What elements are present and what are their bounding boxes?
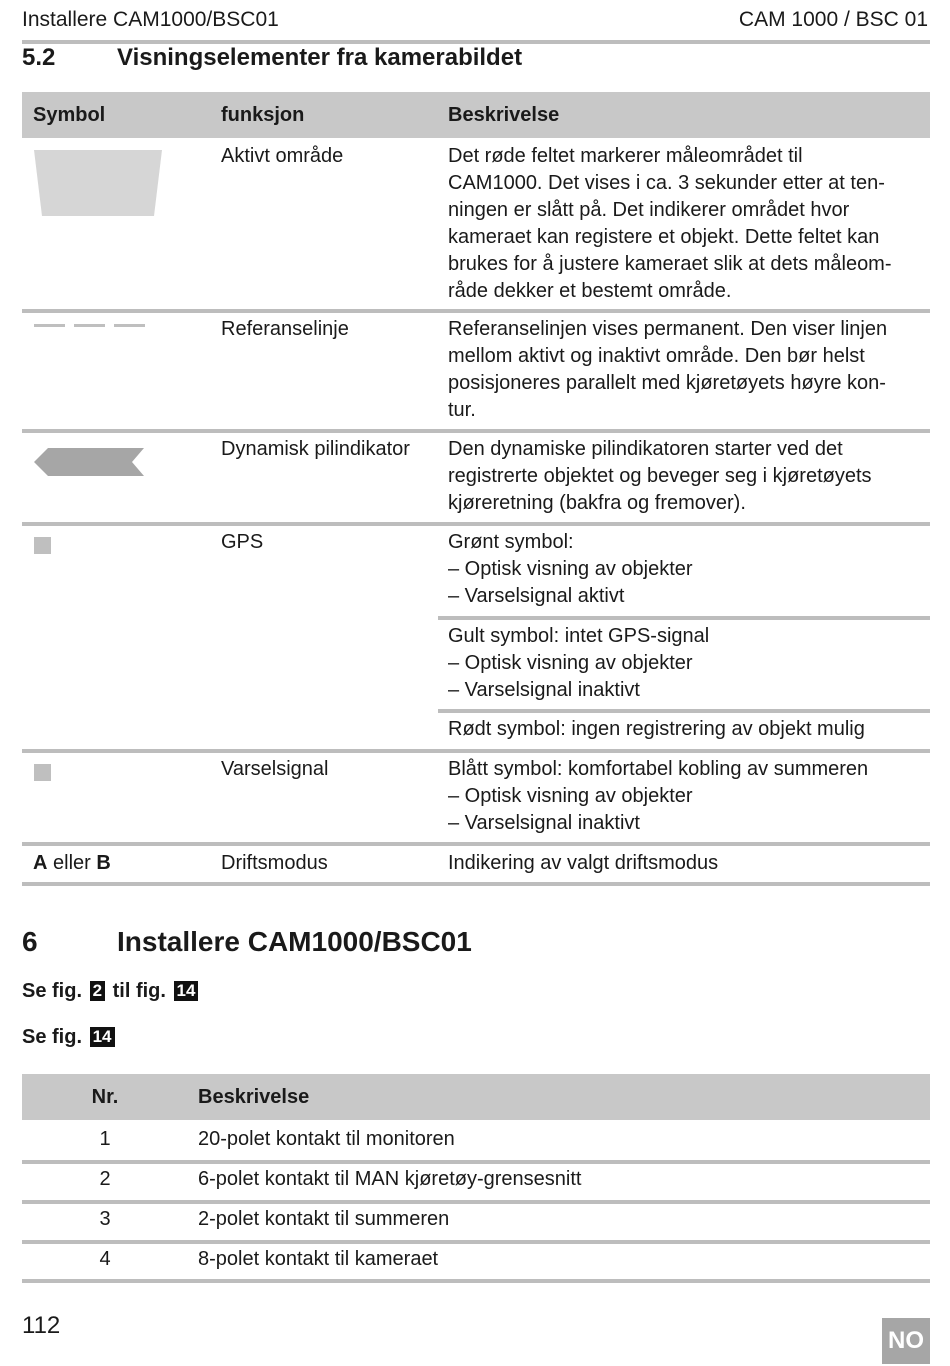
figure-reference xyxy=(22,980,200,1003)
table-bottom-rule xyxy=(22,882,930,886)
dynamic-arrow-icon xyxy=(34,448,144,476)
table-cell-nr: 1 xyxy=(99,1128,111,1150)
description-line: Gult symbol: intet GPS-signal xyxy=(448,625,710,647)
description-line: mellom aktivt og inaktivt område. Den bør helst xyxy=(448,345,865,367)
section-number: 5.2 xyxy=(22,44,56,71)
description-line: CAM1000. Det vises i ca. 3 sekunder etter at ten- xyxy=(448,172,885,194)
sub-row-divider xyxy=(438,709,930,713)
column-header-symbol: Symbol xyxy=(33,104,106,126)
table-cell-nr: 2 xyxy=(99,1168,111,1190)
column-header-function: funksjon xyxy=(221,104,305,126)
column-header-nr: Nr. xyxy=(91,1086,119,1108)
section-title: Installere CAM1000/BSC01 xyxy=(117,926,472,957)
page-number: 112 xyxy=(22,1312,61,1339)
figure-number-badge: 14 xyxy=(90,1027,115,1047)
description-line: – Optisk visning av objekter xyxy=(448,652,693,674)
row-divider xyxy=(22,1160,930,1164)
table-cell-description: 6-polet kontakt til MAN kjøretøy-grensesnitt xyxy=(198,1168,582,1190)
row-description xyxy=(448,850,923,877)
table-cell-description: 8-polet kontakt til kameraet xyxy=(198,1248,439,1270)
gps-symbol-icon xyxy=(34,537,51,554)
table-cell-nr: 3 xyxy=(99,1208,111,1230)
description-line: Rødt symbol: ingen registrering av objekt mulig xyxy=(448,718,865,740)
description-line: brukes for å justere kameraet slik at dets måleom- xyxy=(448,253,892,275)
row-divider xyxy=(22,1240,930,1244)
description-line: kjøreretning (bakfra og fremover). xyxy=(448,492,746,514)
column-header-description: Beskrivelse xyxy=(448,104,560,126)
description-line: kameraet kan registere et objekt. Dette feltet kan xyxy=(448,226,880,248)
fig-ref-prefix: Se fig. xyxy=(22,980,83,1002)
row-divider xyxy=(22,309,930,313)
description-line: – Varselsignal inaktivt xyxy=(448,679,640,701)
figure-number-badge: 14 xyxy=(174,981,199,1001)
table-cell-description: 2-polet kontakt til summeren xyxy=(198,1208,450,1230)
row-divider xyxy=(22,749,930,753)
table-header xyxy=(22,1074,930,1120)
row-function: Varselsignal xyxy=(221,758,329,780)
description-line: Indikering av valgt driftsmodus xyxy=(448,852,719,874)
row-function: Driftsmodus xyxy=(221,852,328,874)
description-line: – Varselsignal aktivt xyxy=(448,585,625,607)
row-description xyxy=(448,316,923,424)
table-cell-nr: 4 xyxy=(99,1248,111,1270)
fig-ref-middle: til fig. xyxy=(112,980,166,1002)
description-line: posisjoneres parallelt med kjøretøyets høyre kon- xyxy=(448,372,886,394)
active-area-icon xyxy=(34,150,162,216)
mode-a-label: A xyxy=(33,852,48,874)
row-function: GPS xyxy=(221,531,264,553)
table-header xyxy=(22,92,930,138)
description-line: Den dynamiske pilindikatoren starter ved det xyxy=(448,438,843,460)
mode-or-label: eller xyxy=(53,852,91,874)
running-header-right: CAM 1000 / BSC 01 xyxy=(738,8,928,31)
table-cell-description: 20-polet kontakt til monitoren xyxy=(198,1128,455,1150)
description-line: registrerte objektet og beveger seg i kjøretøyets xyxy=(448,465,872,487)
description-line: tur. xyxy=(448,399,476,421)
row-function: Dynamisk pilindikator xyxy=(221,438,410,460)
description-line: – Optisk visning av objekter xyxy=(448,785,693,807)
row-description xyxy=(448,529,923,610)
row-description xyxy=(448,623,923,704)
description-line: råde dekker et bestemt område. xyxy=(448,280,732,302)
description-line: Grønt symbol: xyxy=(448,531,574,553)
description-line: – Optisk visning av objekter xyxy=(448,558,693,580)
operating-mode-symbol xyxy=(33,850,111,877)
row-function: Referanselinje xyxy=(221,318,349,340)
reference-line-icon xyxy=(34,324,146,328)
warning-signal-icon xyxy=(34,764,51,781)
mode-b-label: B xyxy=(96,852,111,874)
row-divider xyxy=(22,429,930,433)
figure-reference xyxy=(22,1026,117,1049)
figure-number-badge: 2 xyxy=(90,981,105,1001)
column-header-description: Beskrivelse xyxy=(198,1086,310,1108)
row-description xyxy=(448,756,923,837)
row-function: Aktivt område xyxy=(221,145,344,167)
description-line: Blått symbol: komfortabel kobling av summeren xyxy=(448,758,869,780)
section-number: 6 xyxy=(22,926,38,957)
description-line: ningen er slått på. Det indikerer området hvor xyxy=(448,199,850,221)
row-description xyxy=(448,716,923,743)
description-line: Det røde feltet markerer måleområdet til xyxy=(448,145,803,167)
section-title: Visningselementer fra kamerabildet xyxy=(117,44,523,71)
table-bottom-rule xyxy=(22,1279,930,1283)
row-divider xyxy=(22,522,930,526)
row-divider xyxy=(22,842,930,846)
running-header-left: Installere CAM1000/BSC01 xyxy=(22,8,279,31)
row-description xyxy=(448,143,923,305)
description-line: Referanselinjen vises permanent. Den viser linjen xyxy=(448,318,888,340)
description-line: – Varselsignal inaktivt xyxy=(448,812,640,834)
row-description xyxy=(448,436,923,517)
sub-row-divider xyxy=(438,616,930,620)
row-divider xyxy=(22,1200,930,1204)
fig-ref-prefix: Se fig. xyxy=(22,1026,83,1048)
language-badge: NO xyxy=(882,1318,930,1364)
